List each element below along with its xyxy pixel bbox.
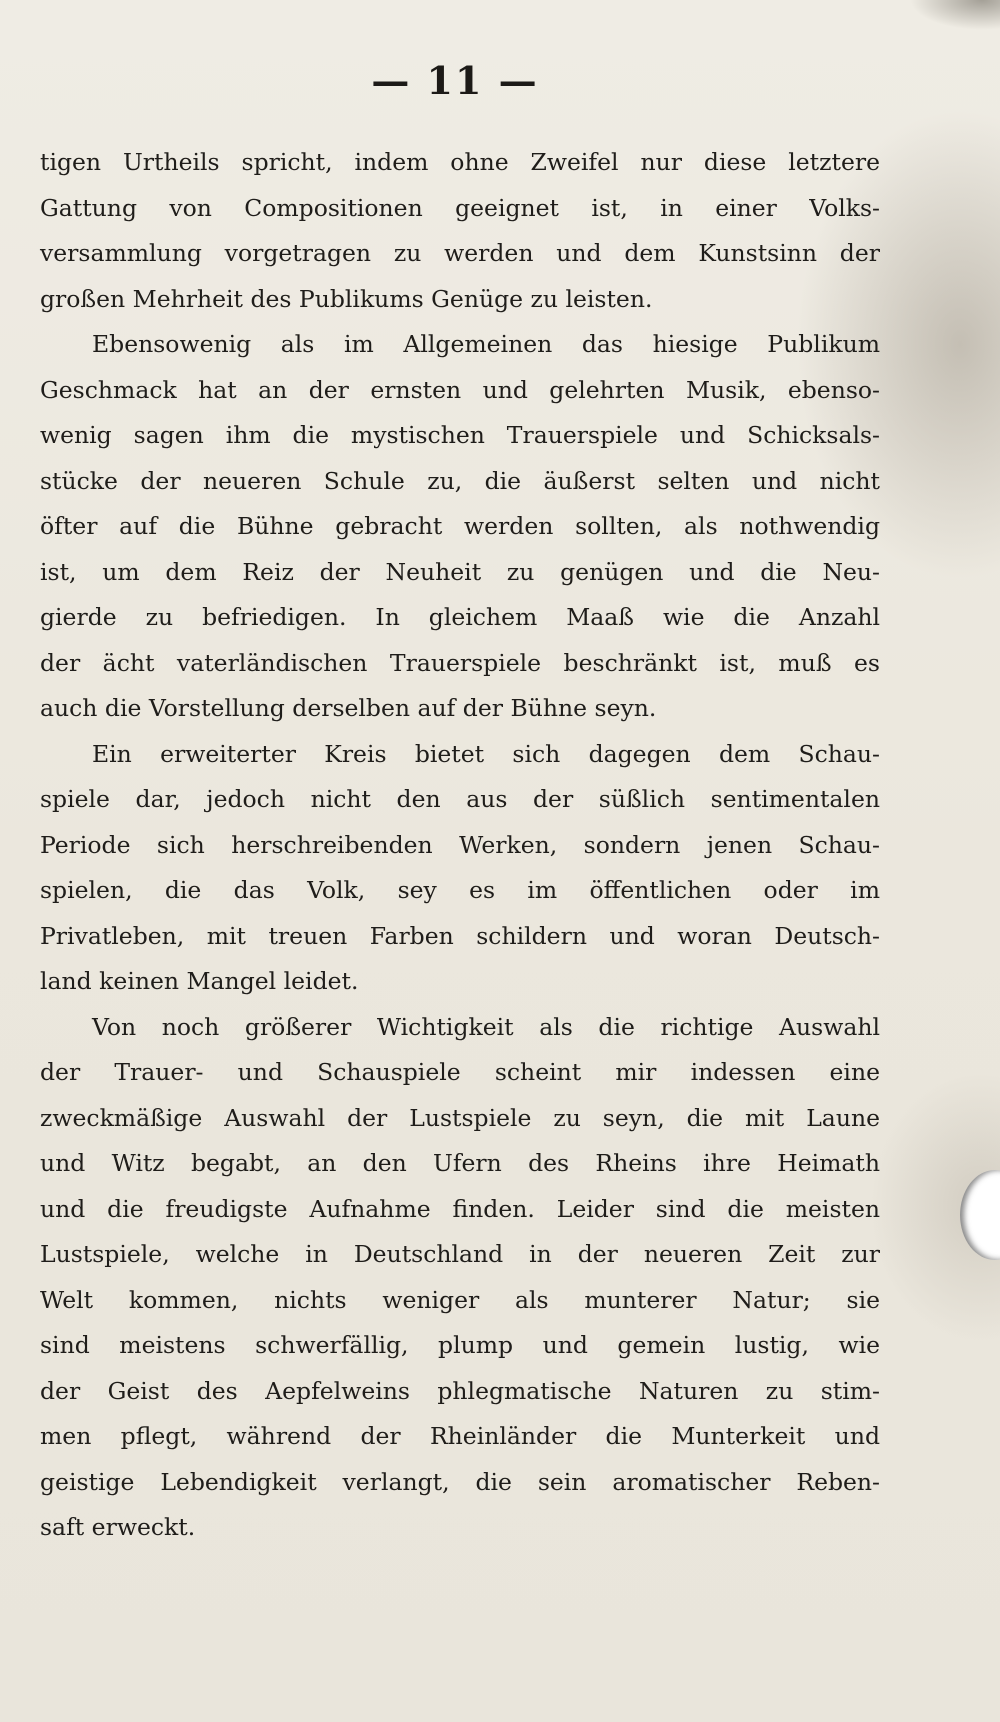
text-line: der Trauer- und Schauspiele scheint mir indessen eine bbox=[40, 1058, 880, 1086]
page-edge-damage bbox=[960, 1170, 1000, 1260]
text-line: der ächt vaterländischen Trauerspiele beschränkt ist, muß es bbox=[40, 648, 880, 677]
text-line: Lustspiele, welche in Deutschland in der neueren Zeit zur bbox=[40, 1240, 880, 1268]
text-line: gierde zu befriedigen. In gleichem Maaß wie die Anzahl bbox=[40, 603, 880, 631]
text-line: Von noch größerer Wichtigkeit als die richtige Auswahl bbox=[92, 1012, 880, 1041]
paragraph bbox=[40, 322, 880, 732]
text-line: stücke der neueren Schule zu, die äußerst selten und nicht bbox=[40, 466, 880, 495]
text-line: Ebensowenig als im Allgemeinen das hiesige Publikum bbox=[92, 330, 880, 358]
text-line: wenig sagen ihm die mystischen Trauerspiele und Schicksals- bbox=[40, 421, 880, 449]
text-line: öfter auf die Bühne gebracht werden sollten, als nothwendig bbox=[40, 512, 880, 540]
text-line: sind meistens schwerfällig, plump und gemein lustig, wie bbox=[40, 1331, 880, 1359]
paragraph bbox=[40, 732, 880, 1005]
text-line: land keinen Mangel leidet. bbox=[40, 967, 359, 995]
text-line: und die freudigste Aufnahme finden. Leider sind die meisten bbox=[40, 1194, 880, 1223]
text-line: zweckmäßige Auswahl der Lustspiele zu seyn, die mit Laune bbox=[40, 1103, 880, 1132]
text-line: tigen Urtheils spricht, indem ohne Zweifel nur diese letztere bbox=[40, 148, 880, 176]
paragraph bbox=[40, 140, 880, 322]
text-line: geistige Lebendigkeit verlangt, die sein aromatischer Reben- bbox=[40, 1467, 880, 1496]
page-number: — 11 — bbox=[371, 58, 539, 103]
text-line: Ein erweiterter Kreis bietet sich dagegen dem Schau- bbox=[92, 739, 880, 768]
text-line: spielen, die das Volk, sey es im öffentlichen oder im bbox=[40, 876, 880, 904]
text-line: men pflegt, während der Rheinländer die Munterkeit und bbox=[40, 1422, 880, 1450]
text-line: Geschmack hat an der ernsten und gelehrten Musik, ebenso- bbox=[40, 375, 880, 404]
text-line: Periode sich herschreibenden Werken, sondern jenen Schau- bbox=[40, 830, 880, 859]
text-line: spiele dar, jedoch nicht den aus der süßlich sentimentalen bbox=[40, 785, 880, 813]
text-line: großen Mehrheit des Publikums Genüge zu leisten. bbox=[40, 284, 653, 313]
text-line: saft erweckt. bbox=[40, 1513, 196, 1541]
text-line: Gattung von Compositionen geeignet ist, in einer Volks- bbox=[40, 193, 880, 222]
body-text bbox=[40, 140, 880, 1551]
corner-stain bbox=[910, 0, 1000, 30]
text-line: und Witz begabt, an den Ufern des Rheins ihre Heimath bbox=[40, 1149, 880, 1177]
text-line: auch die Vorstellung derselben auf der Bühne seyn. bbox=[40, 694, 657, 722]
paragraph bbox=[40, 1005, 880, 1551]
text-line: Privatleben, mit treuen Farben schildern und woran Deutsch- bbox=[40, 921, 880, 950]
text-line: versammlung vorgetragen zu werden und dem Kunstsinn der bbox=[40, 239, 880, 267]
text-line: ist, um dem Reiz der Neuheit zu genügen und die Neu- bbox=[40, 557, 880, 586]
text-line: der Geist des Aepfelweins phlegmatische Naturen zu stim- bbox=[40, 1376, 880, 1405]
text-line: Welt kommen, nichts weniger als munterer Natur; sie bbox=[40, 1285, 880, 1314]
